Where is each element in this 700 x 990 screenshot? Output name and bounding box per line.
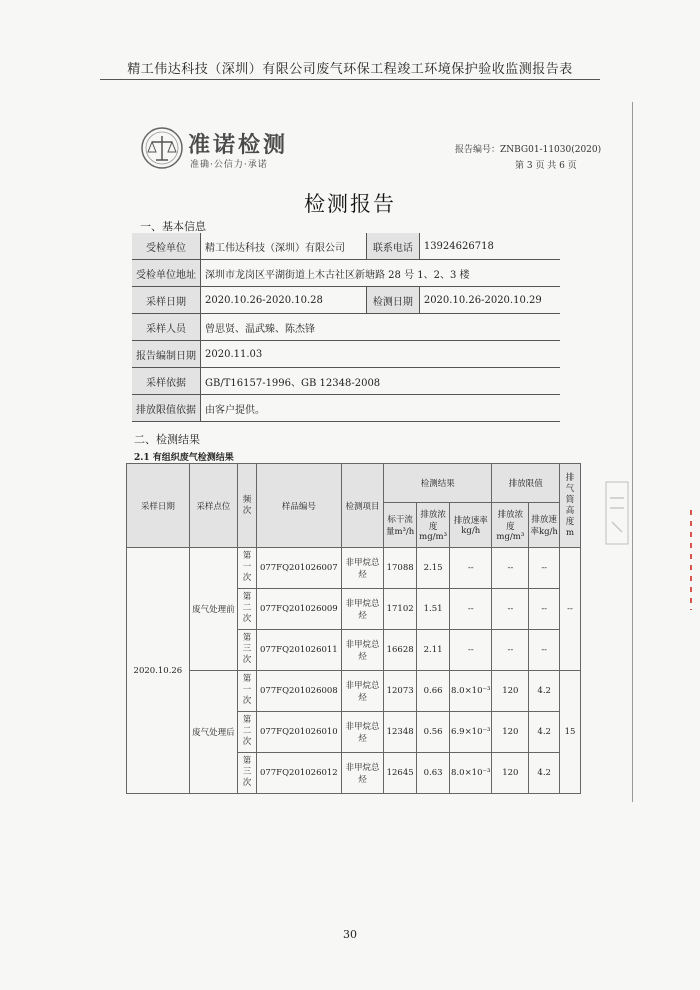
exhaust-results-table: [126, 463, 581, 794]
cell-item: 非甲烷总烃: [341, 753, 383, 794]
cell-limit-conc: 120: [492, 671, 529, 712]
cell-limit-rate: --: [529, 589, 560, 630]
value-client: 精工伟达科技（深圳）有限公司: [201, 233, 367, 260]
red-seal-edge-icon: [688, 510, 694, 610]
cell-limit-rate: 4.2: [529, 671, 560, 712]
cell-conc: 0.63: [417, 753, 450, 794]
label-client: 受检单位: [132, 233, 201, 260]
value-sampler: 曾思贤、温武臻、陈杰锋: [201, 314, 561, 341]
cell-frequency: 第三次: [238, 630, 257, 671]
cell-limit-conc: 120: [492, 712, 529, 753]
col-sampling-point: 采样点位: [189, 464, 237, 548]
cell-sample-no: 077FQ201026012: [256, 753, 341, 794]
cell-flow: 17102: [384, 589, 417, 630]
table-header-row: [127, 464, 581, 503]
value-sampling-basis: GB/T16157-1996、GB 12348-2008: [201, 368, 561, 395]
page-count: 第 3 页 共 6 页: [515, 161, 577, 171]
table-row: [132, 287, 560, 314]
cell-rate: --: [450, 589, 492, 630]
table-row: [127, 671, 581, 712]
col-limit-conc: 排放浓度mg/m³: [492, 503, 529, 548]
cell-frequency: 第三次: [238, 753, 257, 794]
cell-limit-rate: --: [529, 548, 560, 589]
label-sampling-basis: 采样依据: [132, 368, 201, 395]
value-phone: 13924626718: [419, 233, 560, 260]
cell-sample-no: 077FQ201026010: [256, 712, 341, 753]
cell-date: 2020.10.26: [127, 548, 190, 794]
table-row: [132, 233, 560, 260]
value-address: 深圳市龙岗区平湖街道上木古社区新塘路 28 号 1、2、3 楼: [201, 260, 561, 287]
label-limit-basis: 排放限值依据: [132, 395, 201, 422]
cell-rate: --: [450, 548, 492, 589]
label-sampling-date: 采样日期: [132, 287, 201, 314]
col-flow: 标干流量m³/h: [384, 503, 417, 548]
cell-stack-height: --: [560, 548, 581, 671]
cell-limit-rate: 4.2: [529, 753, 560, 794]
report-number: 报告编号：ZNBG01-11030(2020): [455, 145, 602, 155]
col-group-limits: 排放限值: [492, 464, 560, 503]
cell-sample-no: 077FQ201026011: [256, 630, 341, 671]
table-row: [132, 368, 560, 395]
section-results-heading: 二、检测结果: [134, 433, 200, 446]
table-row: [127, 548, 581, 589]
cell-stack-height: 15: [560, 671, 581, 794]
value-sampling-date: 2020.10.26-2020.10.28: [201, 287, 367, 314]
cell-flow: 17088: [384, 548, 417, 589]
label-sampler: 采样人员: [132, 314, 201, 341]
cell-conc: 0.66: [417, 671, 450, 712]
cell-limit-conc: 120: [492, 753, 529, 794]
cell-limit-conc: --: [492, 589, 529, 630]
company-logo-icon: [140, 126, 184, 170]
page-number: 30: [343, 928, 357, 941]
value-limit-basis: 由客户提供。: [201, 395, 561, 422]
cell-frequency: 第一次: [238, 671, 257, 712]
cell-frequency: 第二次: [238, 712, 257, 753]
col-frequency: 频次: [238, 464, 257, 548]
cell-item: 非甲烷总烃: [341, 589, 383, 630]
cell-flow: 12073: [384, 671, 417, 712]
table-row: [132, 260, 560, 287]
col-sample-no: 样品编号: [256, 464, 341, 548]
cell-rate: 6.9×10⁻³: [450, 712, 492, 753]
cell-sample-no: 077FQ201026009: [256, 589, 341, 630]
cell-item: 非甲烷总烃: [341, 712, 383, 753]
col-conc: 排放浓度mg/m³: [417, 503, 450, 548]
cell-item: 非甲烷总烃: [341, 630, 383, 671]
cell-limit-rate: --: [529, 630, 560, 671]
cell-rate: 8.0×10⁻³: [450, 753, 492, 794]
cell-conc: 2.15: [417, 548, 450, 589]
cell-conc: 2.11: [417, 630, 450, 671]
document-title: 精工伟达科技（深圳）有限公司废气环保工程竣工环境保护验收监测报告表: [127, 62, 573, 77]
col-limit-rate: 排放速率kg/h: [529, 503, 560, 548]
cell-flow: 12645: [384, 753, 417, 794]
report-title: 检测报告: [304, 192, 396, 216]
company-logo-name: 准诺检测: [188, 133, 289, 158]
cell-rate: 8.0×10⁻³: [450, 671, 492, 712]
company-slogan: 准确·公信力·承诺: [190, 160, 268, 170]
cell-rate: --: [450, 630, 492, 671]
seal-fragment-icon: [602, 478, 632, 548]
subsection-organized-exhaust-heading: 2.1 有组织废气检测结果: [134, 453, 234, 463]
cell-frequency: 第二次: [238, 589, 257, 630]
cell-conc: 0.56: [417, 712, 450, 753]
basic-info-table: [132, 233, 560, 422]
section-basic-info-heading: 一、基本信息: [140, 220, 206, 233]
label-phone: 联系电话: [366, 233, 419, 260]
table-row: [132, 395, 560, 422]
cell-point: 废气处理前: [189, 548, 237, 671]
cell-sample-no: 077FQ201026008: [256, 671, 341, 712]
cell-frequency: 第一次: [238, 548, 257, 589]
cell-sample-no: 077FQ201026007: [256, 548, 341, 589]
cell-item: 非甲烷总烃: [341, 671, 383, 712]
label-test-date: 检测日期: [366, 287, 419, 314]
cell-limit-rate: 4.2: [529, 712, 560, 753]
col-rate: 排放速率kg/h: [450, 503, 492, 548]
cell-flow: 16628: [384, 630, 417, 671]
cell-limit-conc: --: [492, 548, 529, 589]
title-underline: [100, 79, 600, 80]
label-address: 受检单位地址: [132, 260, 201, 287]
table-row: [132, 341, 560, 368]
label-compile-date: 报告编制日期: [132, 341, 201, 368]
cell-limit-conc: --: [492, 630, 529, 671]
cell-item: 非甲烷总烃: [341, 548, 383, 589]
col-test-item: 检测项目: [341, 464, 383, 548]
cell-conc: 1.51: [417, 589, 450, 630]
table-row: [132, 314, 560, 341]
cell-point: 废气处理后: [189, 671, 237, 794]
col-sampling-date: 采样日期: [127, 464, 190, 548]
value-test-date: 2020.10.26-2020.10.29: [419, 287, 560, 314]
col-group-results: 检测结果: [384, 464, 492, 503]
value-compile-date: 2020.11.03: [201, 341, 561, 368]
col-stack-height: 排气筒高度m: [560, 464, 581, 548]
cell-flow: 12348: [384, 712, 417, 753]
